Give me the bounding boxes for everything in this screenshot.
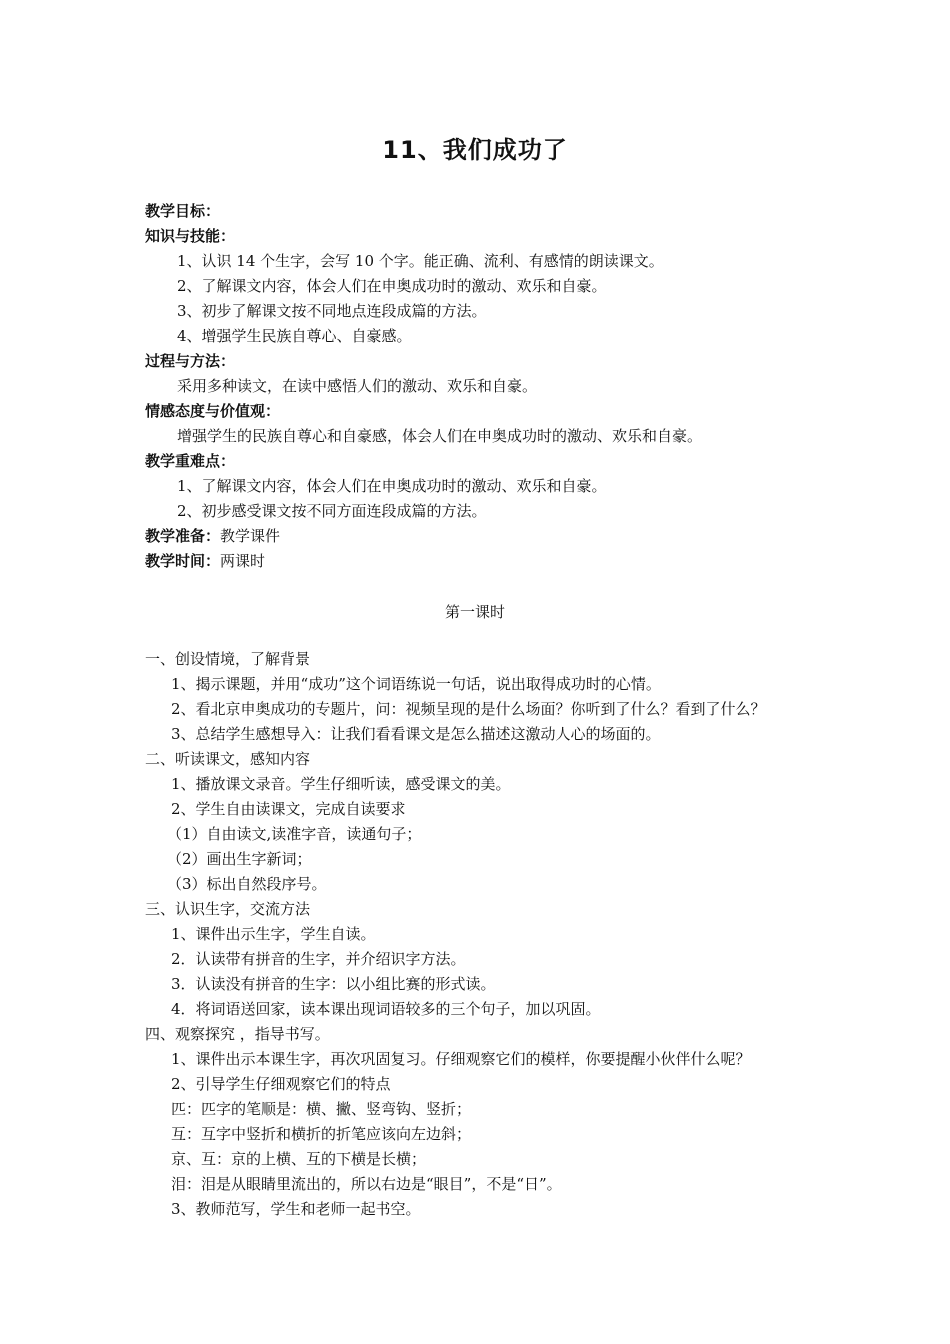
process-heading: 过程与方法： xyxy=(145,352,236,370)
section-heading: 二、听读课文，感知内容 xyxy=(145,750,311,768)
key-item: 2、初步感受课文按不同方面连段成篇的方法。 xyxy=(177,502,487,520)
key-item: 1、了解课文内容，体会人们在申奥成功时的激动、欢乐和自豪。 xyxy=(177,477,607,495)
section-item: 2、学生自由读课文，完成自读要求 xyxy=(171,800,406,818)
section-heading: 三、认识生字，交流方法 xyxy=(145,900,311,918)
knowledge-item: 1、认识 14 个生字，会写 10 个字。能正确、流利、有感情的朗读课文。 xyxy=(177,252,664,270)
section-item: 匹：匹字的笔顺是：横、撇、竖弯钩、竖折； xyxy=(171,1100,472,1118)
emotion-heading: 情感态度与价值观： xyxy=(145,402,281,420)
section-item: 1、课件出示本课生字，再次巩固复习。仔细观察它们的模样，你要提醒小伙伴什么呢？ xyxy=(171,1050,751,1068)
goals-heading: 教学目标： xyxy=(145,202,221,220)
section-item: （1）自由读文,读准字音，读通句子； xyxy=(167,825,422,843)
emotion-text: 增强学生的民族自尊心和自豪感，体会人们在申奥成功时的激动、欢乐和自豪。 xyxy=(177,427,703,445)
key-heading: 教学重难点： xyxy=(145,452,236,470)
prep-line xyxy=(145,524,910,549)
process-text: 采用多种读文，在读中感悟人们的激动、欢乐和自豪。 xyxy=(177,377,538,395)
section-item: 3、总结学生感想导入：让我们看看课文是怎么描述这激动人心的场面的。 xyxy=(171,725,661,743)
section-heading: 一、创设情境，了解背景 xyxy=(145,650,311,668)
prep-value: 教学课件 xyxy=(220,527,281,545)
section-item: 1、播放课文录音。学生仔细听读，感受课文的美。 xyxy=(171,775,511,793)
section-item: （2）画出生字新词； xyxy=(167,850,312,868)
lesson-heading: 第一课时 xyxy=(444,603,505,621)
knowledge-item: 3、初步了解课文按不同地点连段成篇的方法。 xyxy=(177,302,487,320)
page-title: 11、我们成功了 xyxy=(382,136,568,164)
section-item: 3、教师范写，学生和老师一起书空。 xyxy=(171,1200,421,1218)
knowledge-item: 4、增强学生民族自尊心、自豪感。 xyxy=(177,327,412,345)
section-item: 1、课件出示生字，学生自读。 xyxy=(171,925,376,943)
section-item: 1、揭示课题，并用“成功”这个词语练说一句话，说出取得成功时的心情。 xyxy=(171,675,661,693)
section-item: 京、互：京的上横、互的下横是长横； xyxy=(171,1150,427,1168)
prep-label: 教学准备： xyxy=(145,527,221,545)
lesson-sections xyxy=(145,647,910,1222)
section-item: 泪：泪是从眼睛里流出的，所以右边是“眼目”，不是“日”。 xyxy=(171,1175,562,1193)
section-item: 互：互字中竖折和横折的折笔应该向左边斜； xyxy=(171,1125,472,1143)
section-item: （3）标出自然段序号。 xyxy=(167,875,327,893)
section-item: 2、引导学生仔细观察它们的特点 xyxy=(171,1075,391,1093)
section-heading: 四、观察探究 ，指导书写。 xyxy=(145,1025,330,1043)
time-label: 教学时间： xyxy=(145,552,221,570)
teaching-goals xyxy=(145,199,910,574)
knowledge-heading: 知识与技能： xyxy=(145,227,236,245)
section-item: 4．将词语送回家，读本课出现词语较多的三个句子，加以巩固。 xyxy=(171,1000,601,1018)
time-line xyxy=(145,549,910,574)
knowledge-item: 2、了解课文内容，体会人们在申奥成功时的激动、欢乐和自豪。 xyxy=(177,277,607,295)
section-item: 2、看北京申奥成功的专题片，问：视频呈现的是什么场面？你听到了什么？看到了什么？ xyxy=(171,700,766,718)
section-item: 3．认读没有拼音的生字：以小组比赛的形式读。 xyxy=(171,975,496,993)
section-item: 2．认读带有拼音的生字，并介绍识字方法。 xyxy=(171,950,466,968)
time-value: 两课时 xyxy=(220,552,266,570)
